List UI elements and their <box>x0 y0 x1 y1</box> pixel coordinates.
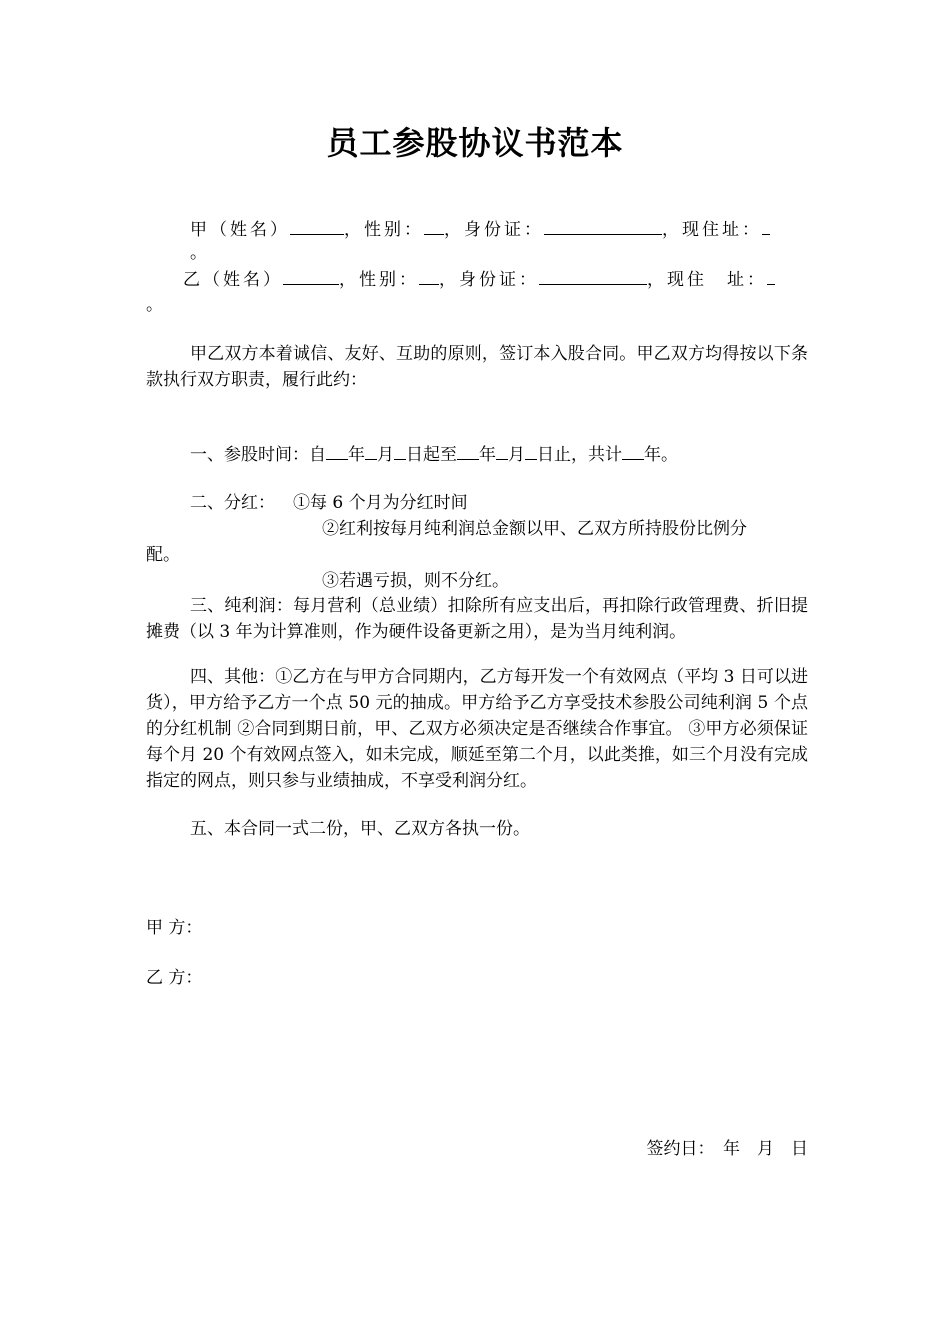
clause-1-month-label: 月 <box>377 445 394 465</box>
clause-5-copies: 五、本合同一式二份，甲、乙双方各执一份。 <box>190 819 530 839</box>
clause-3-net-profit: 三、纯利润：每月营利（总业绩）扣除所有应支出后，再扣除行政管理费、折旧提摊费（以 3 年为计算准则，作为硬件设备更新之用），是为当月纯利润。 <box>146 596 808 642</box>
clause-1-text-end: 年。 <box>644 445 678 465</box>
party-a-name-label: 甲（姓名） <box>190 220 290 240</box>
party-a-line <box>190 216 810 243</box>
clause-1-end-month-label: 月 <box>508 445 525 465</box>
party-b-id-label: ，身份证： <box>439 270 539 290</box>
total-years-blank[interactable] <box>622 441 644 460</box>
party-b-id-blank[interactable] <box>539 266 647 285</box>
signature-party-a: 甲 方： <box>146 918 203 938</box>
clause-2-label: 二、分红： <box>190 493 275 513</box>
clause-2-dividend <box>190 490 852 516</box>
document-title: 员工参股协议书范本 <box>326 124 624 162</box>
end-day-blank[interactable] <box>525 441 537 460</box>
party-b-name-label: 乙（姓名） <box>183 270 283 290</box>
party-b-gender-label: ，性别： <box>339 270 419 290</box>
party-a-gender-blank[interactable] <box>424 216 444 235</box>
party-a-address-label: ，现住址： <box>662 220 762 240</box>
party-b-address-blank[interactable] <box>767 266 775 285</box>
party-b-gender-blank[interactable] <box>419 266 439 285</box>
start-day-blank[interactable] <box>394 441 406 460</box>
clause-4-other: 四、其他：①乙方在与甲方合同期内，乙方每开发一个有效网点（平均 3 日可以进货），甲方给予乙方一个点 50 元的抽成。甲方给予乙方享受技术参股公司纯利润 5 个点的分红机制 ②合同到期日前，甲、乙双方必须决定是否继续合作事宜。 ③甲方必须保证每个月 20 个有效网点签入，如未完成，顺延至第二个月，以此类推，如三个月没有完成指定的网点，则只参与业绩抽成，不享受利润分红。 <box>146 667 808 791</box>
clause-1-text-to: 日起至 <box>406 445 457 465</box>
party-a-id-blank[interactable] <box>544 216 662 235</box>
start-year-blank[interactable] <box>326 441 348 460</box>
clause-2-item-2-cont: 配。 <box>146 545 180 565</box>
intro-paragraph: 甲乙双方本着诚信、友好、互助的原则，签订本入股合同。甲乙双方均得按以下条款执行双方职责，履行此约： <box>146 344 808 390</box>
party-b-line <box>183 266 810 293</box>
signature-party-b: 乙 方： <box>146 968 203 988</box>
clause-2-item-2: ②红利按每月纯利润总金额以甲、乙双方所持股份比例分 <box>322 519 747 539</box>
party-b-name-blank[interactable] <box>283 266 339 285</box>
party-a-address-blank[interactable] <box>762 216 770 235</box>
party-a-id-label: ，身份证： <box>444 220 544 240</box>
end-month-blank[interactable] <box>496 441 508 460</box>
party-a-name-blank[interactable] <box>290 216 344 235</box>
party-a-gender-label: ，性别： <box>344 220 424 240</box>
signing-date: 签约日： 年 月 日 <box>646 1139 808 1159</box>
party-a-line-end: 。 <box>190 243 207 263</box>
clause-1-year-label: 年 <box>348 445 365 465</box>
clause-2-item-3: ③若遇亏损，则不分红。 <box>322 571 509 591</box>
clause-2-item-1: ①每 6 个月为分红时间 <box>293 493 468 513</box>
party-b-address-label: ，现住 址： <box>647 270 767 290</box>
clause-1-end-year-label: 年 <box>479 445 496 465</box>
end-year-blank[interactable] <box>457 441 479 460</box>
clause-1-text-total: 日止，共计 <box>537 445 622 465</box>
clause-1-term <box>190 441 852 468</box>
start-month-blank[interactable] <box>365 441 377 460</box>
clause-1-text-from: 一、参股时间：自 <box>190 445 326 465</box>
party-b-line-end: 。 <box>146 295 163 315</box>
